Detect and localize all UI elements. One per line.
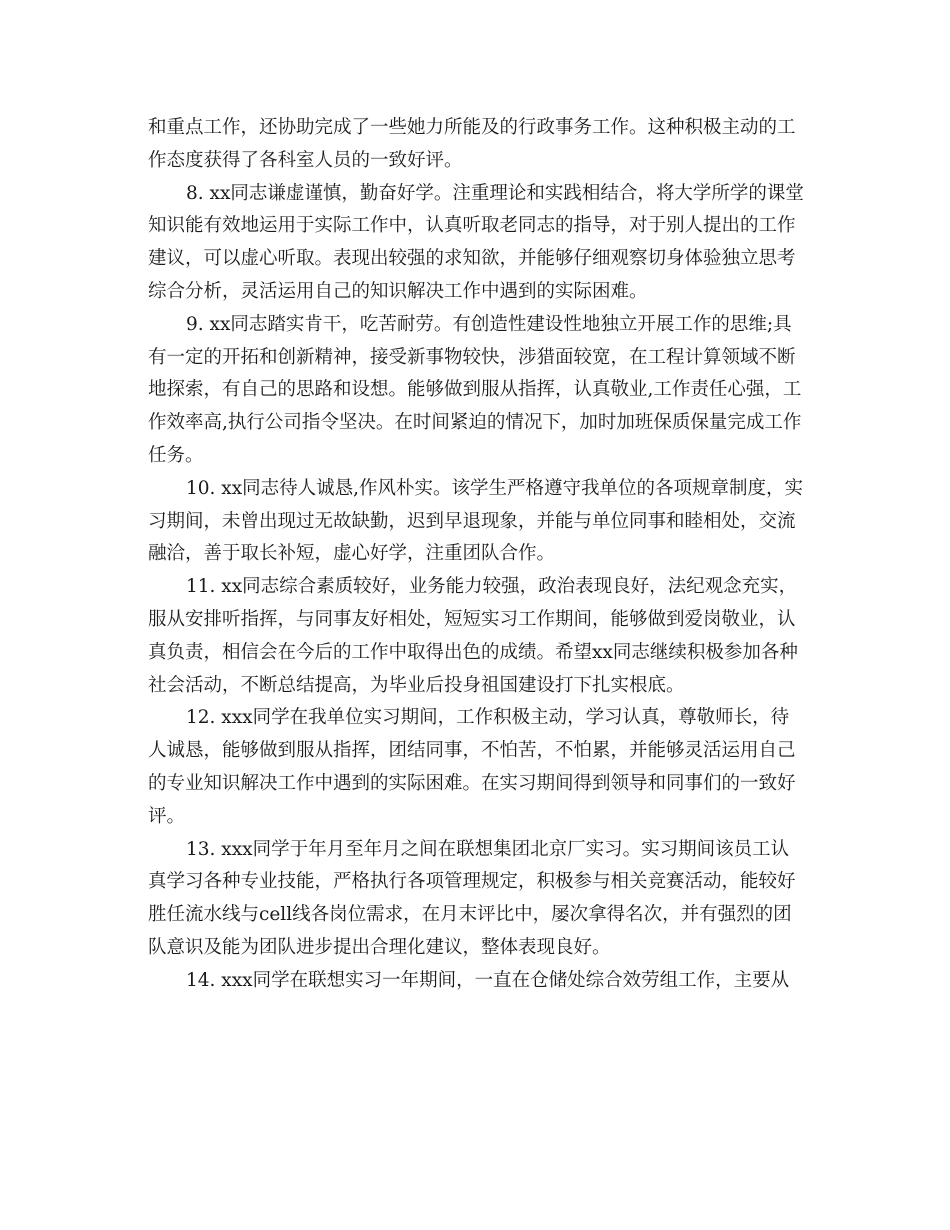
paragraph-8: 8. xx同志谦虚谨慎，勤奋好学。注重理论和实践相结合，将大学所学的课堂知识能有效地运用于实际工作中，认真听取老同志的指导，对于别人提出的工作建议，可以虚心听取。表现出较强的求知欲，并能够仔细观察切身体验独立思考综合分析，灵活运用自己的知识解决工作中遇到的实际困难。 bbox=[148, 182, 804, 302]
paragraph-12: 12. xxx同学在我单位实习期间，工作积极主动，学习认真，尊敬师长，待人诚恳，能够做到服从指挥，团结同事，不怕苦，不怕累，并能够灵活运用自己的专业知识解决工作中遇到的实际困难。在实习期间得到领导和同事们的一致好评。 bbox=[148, 707, 796, 827]
paragraph-13: 13. xxx同学于年月至年月之间在联想集团北京厂实习。实习期间该员工认真学习各种专业技能，严格执行各项管理规定，积极参与相关竞赛活动，能较好胜任流水线与cell线各岗位需求，在月末评比中，屡次拿得名次，并有强烈的团队意识及能为团队进步提出合理化建议，整体表现良好。 bbox=[148, 838, 796, 958]
paragraph-9: 9. xx同志踏实肯干，吃苦耐劳。有创造性建设性地独立开展工作的思维;具有一定的开拓和创新精神，接受新事物较快，涉猎面较宽，在工程计算领域不断地探索，有自己的思路和设想。能够做到服从指挥，认真敬业,工作责任心强，工作效率高,执行公司指令坚决。在时间紧迫的情况下，加时加班保质保量完成工作任务。 bbox=[148, 313, 802, 466]
document-body bbox=[148, 112, 804, 998]
paragraph-11: 11. xx同志综合素质较好，业务能力较强，政治表现良好，法纪观念充实，服从安排听指挥，与同事友好相处，短短实习工作期间，能够做到爱岗敬业，认真负责，相信会在今后的工作中取得出色的成绩。希望xx同志继续积极参加各种社会活动，不断总结提高，为毕业后投身祖国建设打下扎实根底。 bbox=[148, 576, 798, 696]
paragraph-10: 10. xx同志待人诚恳,作风朴实。该学生严格遵守我单位的各项规章制度，实习期间，未曾出现过无故缺勤，迟到早退现象，并能与单位同事和睦相处，交流融洽，善于取长补短，虚心好学，注重团队合作。 bbox=[148, 477, 804, 565]
paragraph-14: 14. xxx同学在联想实习一年期间，一直在仓储处综合效劳组工作，主要从 bbox=[186, 969, 790, 991]
paragraph-continued: 和重点工作，还协助完成了一些她力所能及的行政事务工作。这种积极主动的工作态度获得了各科室人员的一致好评。 bbox=[148, 117, 796, 171]
